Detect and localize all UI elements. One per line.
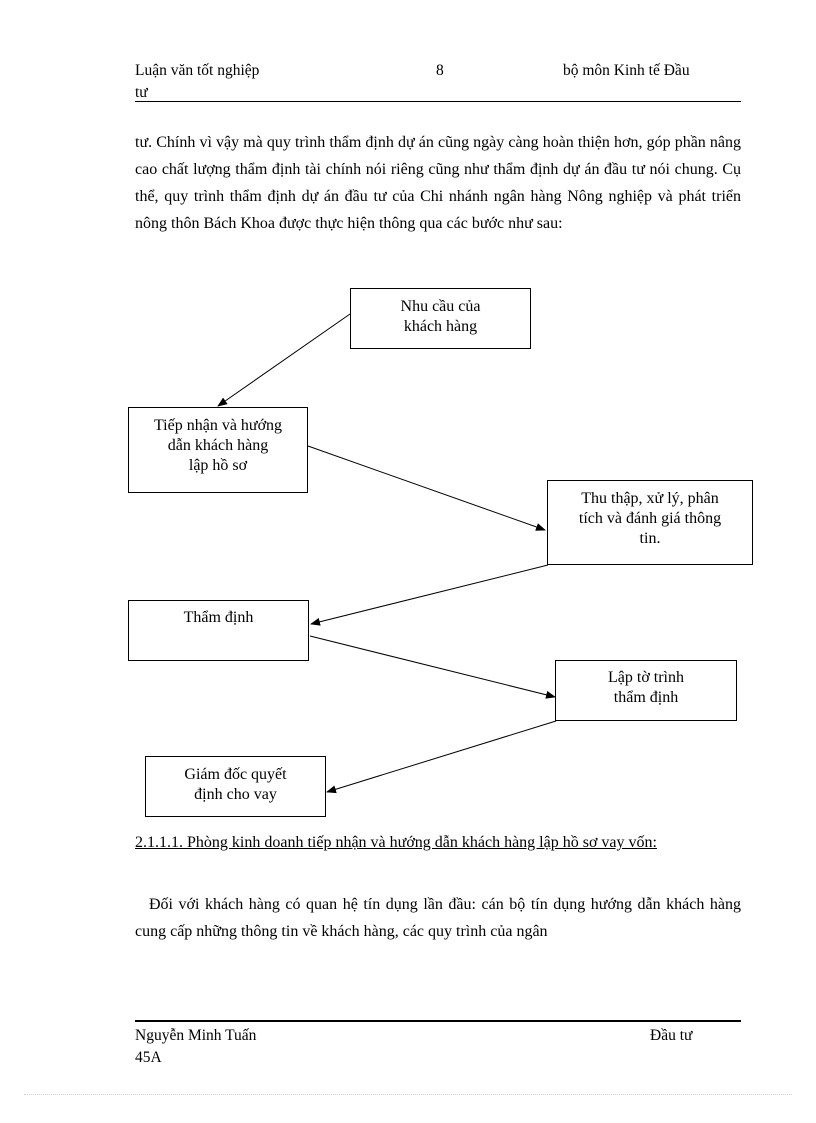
footer-author: [135, 1025, 256, 1069]
arrow-step1-to-step2: [218, 314, 350, 406]
flow-step-customer-demand: [350, 288, 531, 349]
flow-step-report-label: Lập tờ trình thẩm định: [608, 669, 684, 706]
arrow-step4-to-step5: [310, 636, 555, 697]
footer-major: Đầu tư: [650, 1027, 693, 1044]
section-paragraph: Đối với khách hàng có quan hệ tín dụng lần đầu: cán bộ tín dụng hướng dẫn khách hàng cung cấp những thông tin về khách hàng, các quy trình của ngân: [135, 896, 741, 940]
flow-step-appraisal: [128, 600, 309, 661]
flow-step-report: [555, 660, 737, 721]
flow-step-director-decision: [145, 756, 326, 817]
footer-author-class: 45A: [135, 1049, 162, 1066]
flow-step-director-decision-label: Giám đốc quyết định cho vay: [184, 766, 287, 803]
arrow-step3-to-step4: [311, 565, 548, 624]
flow-step-customer-demand-label: Nhu cầu của khách hàng: [400, 298, 481, 335]
footer-author-name: Nguyễn Minh Tuấn: [135, 1027, 257, 1044]
footer-rule: [135, 1020, 741, 1022]
header-thesis-label-cont: tư: [135, 84, 148, 101]
page-bottom-divider: [24, 1094, 792, 1095]
arrow-step5-to-step6: [327, 721, 556, 792]
flow-step-collect-analyze-label: Thu thập, xử lý, phân tích và đánh giá thông tin.: [578, 490, 722, 547]
arrow-step2-to-step3: [308, 446, 545, 530]
flow-step-receive-guide-label: Tiếp nhận và hướng dẫn khách hàng lập hồ sơ: [153, 417, 283, 474]
header-department: bộ môn Kinh tế Đầu: [563, 62, 690, 79]
section-heading: 2.1.1.1. Phòng kinh doanh tiếp nhận và hướng dẫn khách hàng lập hồ sơ vay vốn:: [135, 834, 657, 851]
flow-step-receive-guide: [128, 407, 308, 493]
page-number: 8: [436, 62, 444, 79]
flow-step-collect-analyze: [547, 480, 753, 565]
header-thesis-label: Luận văn tốt nghiệp: [135, 62, 260, 79]
intro-paragraph: tư. Chính vì vậy mà quy trình thẩm định dự án cũng ngày càng hoàn thiện hơn, góp phần nâng cao chất lượng thẩm định tài chính nói riêng cũng như thẩm định dự án đầu tư nói chung. Cụ thể, quy trình thẩm định dự án đầu tư của Chi nhánh ngân hàng Nông nghiệp và phát triển nông thôn Bách Khoa được thực hiện thông qua các bước như sau:: [135, 134, 741, 232]
flow-step-appraisal-label: Thẩm định: [183, 609, 254, 626]
